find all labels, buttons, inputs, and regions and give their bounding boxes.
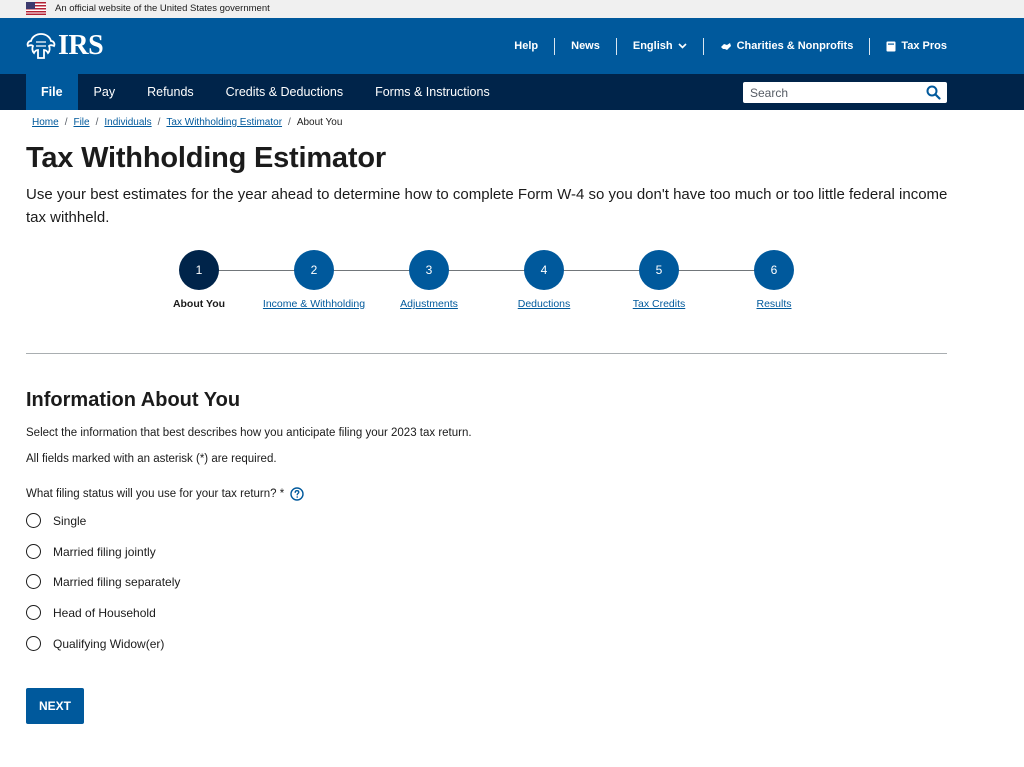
- breadcrumb: [32, 117, 342, 128]
- gov-banner-text: An official website of the United States government: [55, 3, 270, 14]
- tax-pros-label: Tax Pros: [901, 40, 947, 52]
- radio-button[interactable]: [26, 574, 41, 589]
- step-number[interactable]: 6: [754, 250, 794, 290]
- section-divider: [26, 353, 947, 354]
- breadcrumb-current: About You: [296, 117, 343, 128]
- charities-link[interactable]: [704, 40, 870, 52]
- step-number[interactable]: 5: [639, 250, 679, 290]
- breadcrumb-home[interactable]: Home: [32, 117, 59, 128]
- required-fields-note: All fields marked with an asterisk (*) are required.: [26, 453, 277, 465]
- radio-single[interactable]: [26, 513, 86, 528]
- next-button[interactable]: NEXT: [26, 688, 84, 724]
- nav-item-credits-deductions[interactable]: Credits & Deductions: [225, 85, 344, 99]
- radio-button[interactable]: [26, 544, 41, 559]
- book-icon: [886, 41, 896, 52]
- radio-label[interactable]: Single: [53, 513, 87, 528]
- step-number[interactable]: 4: [524, 250, 564, 290]
- step-deductions: [489, 250, 599, 310]
- filing-status-question: [26, 487, 304, 501]
- step-income-withholding: [259, 250, 369, 310]
- step-label: About You: [172, 298, 226, 310]
- step-number[interactable]: 3: [409, 250, 449, 290]
- radio-button[interactable]: [26, 605, 41, 620]
- progress-stepper: [0, 250, 1024, 320]
- language-selector[interactable]: [617, 40, 703, 52]
- radio-qualifying-widower[interactable]: [26, 636, 164, 651]
- logo-text: IRS: [58, 30, 104, 61]
- help-icon[interactable]: [290, 487, 304, 501]
- radio-label[interactable]: Married filing separately: [53, 574, 181, 589]
- section-description: Select the information that best describes how you anticipate filing your 2023 tax return.: [26, 427, 472, 439]
- help-link[interactable]: [498, 40, 554, 52]
- help-label: Help: [514, 40, 539, 52]
- breadcrumb-separator: /: [64, 117, 68, 128]
- step-label[interactable]: Adjustments: [400, 298, 458, 310]
- breadcrumb-separator: /: [157, 117, 161, 128]
- radio-head-of-household[interactable]: [26, 605, 156, 620]
- step-label[interactable]: Tax Credits: [632, 298, 686, 310]
- handshake-icon: [720, 42, 732, 51]
- charities-label: Charities & Nonprofits: [736, 40, 854, 52]
- nav-item-forms-instructions[interactable]: Forms & Instructions: [375, 85, 490, 99]
- filing-status-question-label: What filing status will you use for your tax return? *: [26, 488, 285, 500]
- utility-nav: [498, 37, 947, 55]
- search-icon[interactable]: [926, 85, 941, 100]
- breadcrumb-individuals[interactable]: Individuals: [104, 117, 152, 128]
- step-label[interactable]: Income & Withholding: [262, 298, 366, 310]
- step-about-you: [144, 250, 254, 310]
- step-label[interactable]: Results: [756, 298, 792, 310]
- separator: [554, 38, 555, 55]
- search-input[interactable]: [743, 82, 918, 103]
- separator: [869, 38, 870, 55]
- language-label: English: [632, 40, 673, 52]
- tax-pros-link[interactable]: [870, 40, 947, 52]
- radio-button[interactable]: [26, 513, 41, 528]
- nav-item-file[interactable]: File: [26, 74, 78, 110]
- section-title: Information About You: [26, 389, 241, 411]
- breadcrumb-separator: /: [288, 117, 291, 128]
- main-nav: [0, 74, 1024, 110]
- gov-banner: [0, 0, 1024, 18]
- page-title: Tax Withholding Estimator: [26, 142, 386, 174]
- news-link[interactable]: [555, 40, 616, 52]
- nav-item-pay[interactable]: Pay: [93, 85, 116, 99]
- nav-item-refunds[interactable]: Refunds: [147, 85, 194, 99]
- step-adjustments: [374, 250, 484, 310]
- radio-married-filing-jointly[interactable]: [26, 544, 156, 559]
- chevron-down-icon: [678, 43, 687, 49]
- eagle-logo-icon: [26, 32, 56, 60]
- step-number: 1: [179, 250, 219, 290]
- breadcrumb-file[interactable]: File: [73, 117, 90, 128]
- separator: [703, 38, 704, 55]
- main-nav-items: [26, 74, 506, 110]
- breadcrumb-separator: /: [95, 117, 99, 128]
- radio-married-filing-separately[interactable]: [26, 574, 180, 589]
- step-tax-credits: [604, 250, 714, 310]
- step-label[interactable]: Deductions: [517, 298, 571, 310]
- site-header: [0, 18, 1024, 74]
- radio-label[interactable]: Married filing jointly: [53, 544, 156, 559]
- page-intro: Use your best estimates for the year ahead to determine how to complete Form W-4 so you don't have too much or too little federal income tax withheld.: [26, 186, 948, 226]
- breadcrumb-tax-withholding-estimator[interactable]: Tax Withholding Estimator: [166, 117, 283, 128]
- irs-logo[interactable]: [26, 30, 103, 62]
- step-number[interactable]: 2: [294, 250, 334, 290]
- step-results: [719, 250, 829, 310]
- radio-label[interactable]: Head of Household: [53, 605, 156, 620]
- search-box: [743, 82, 947, 103]
- radio-button[interactable]: [26, 636, 41, 651]
- us-flag-icon: [26, 2, 46, 15]
- separator: [616, 38, 617, 55]
- news-label: News: [571, 40, 600, 52]
- radio-label[interactable]: Qualifying Widow(er): [53, 636, 165, 651]
